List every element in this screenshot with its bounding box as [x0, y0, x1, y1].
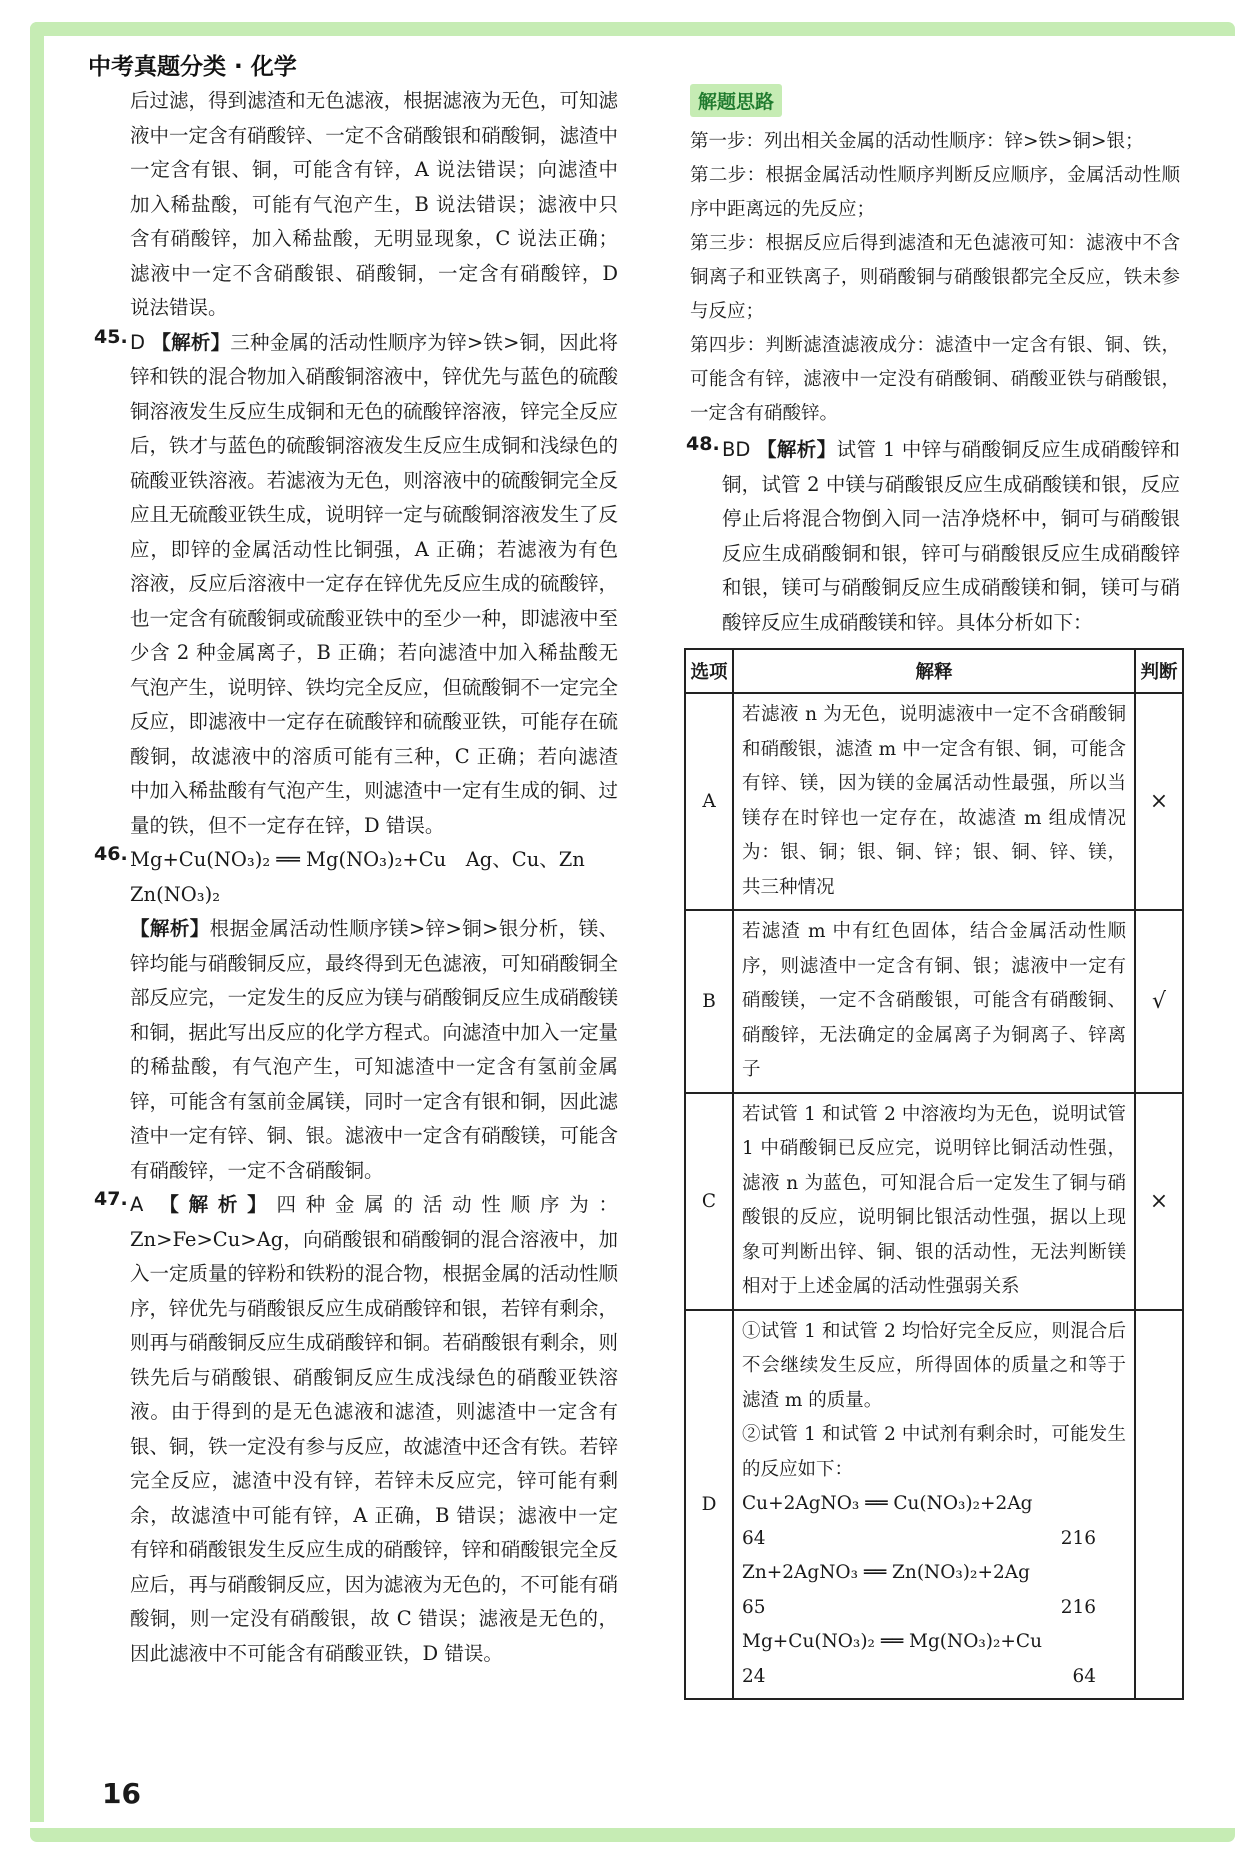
- column-header: 选项: [685, 649, 733, 693]
- tip-step: 第一步：列出相关金属的活动性顺序：锌>铁>铜>银；: [690, 131, 1144, 152]
- left-column: [94, 84, 618, 1671]
- question-45: [94, 325, 618, 844]
- mass-value: 216: [1060, 1527, 1096, 1549]
- mass-ratio-line: [742, 1591, 1126, 1626]
- mass-value: 64: [742, 1527, 766, 1549]
- question-46: [94, 843, 618, 1188]
- analysis-text: 四种金属的活动性顺序为：Zn>Fe>Cu>Ag，向硝酸银和硝酸铜的混合溶液中，加入一定质量的锌粉和铁粉的混合物，根据金属的活动性顺序，锌优先与硝酸银反应生成硝酸锌和银，若锌有剩余，则再与硝酸铜反应生成硝酸锌和铜。若硝酸银有剩余，则铁先后与硝酸银、硝酸铜反应生成浅绿色的硝酸亚铁溶液。由于得到的是无色滤液和滤渣，则滤渣中一定含有银、铜，铁一定没有参与反应，故滤渣中还含有铁。若锌完全反应，滤渣中没有锌，若锌未反应完，锌可能有剩余，故滤渣中可能有锌，A 正确，B 错误；滤液中一定有锌和硝酸银发生反应生成的硝酸锌，锌和硝酸银完全反应后，再与硝酸铜反应，因为滤液为无色的，不可能有硝酸铜，则一定没有硝酸银，故 C 错误；滤液是无色的，因此滤液中不可能含有硝酸亚铁，D 错误。: [130, 1193, 618, 1665]
- judgment-cell: √: [1135, 910, 1183, 1093]
- header-title: 中考真题分类 · 化学: [88, 54, 297, 80]
- judgment-cell: [1135, 1310, 1183, 1700]
- analysis-table: [684, 648, 1184, 1700]
- answer: BD: [722, 438, 751, 461]
- table-header-row: [685, 649, 1183, 693]
- mass-value: 216: [1060, 1596, 1096, 1618]
- page-number: 16: [102, 1777, 141, 1810]
- tip-step: 第四步：判断滤渣滤液成分：滤渣中一定含有银、铜、铁，可能含有锌，滤液中一定没有硝酸铜、硝酸亚铁与硝酸银，一定含有硝酸锌。: [690, 335, 1180, 424]
- solution-tip-box: [690, 84, 1180, 431]
- equation-line: Cu+2AgNO₃ ══ Cu(NO₃)₂+2Ag: [742, 1493, 1033, 1514]
- option-cell: A: [685, 693, 733, 910]
- question-48: [686, 433, 1180, 640]
- solution-tip-label: 解题思路: [690, 84, 782, 117]
- bottom-border-band: [30, 1828, 1235, 1842]
- explanation-cell: 若试管 1 和试管 2 中溶液均为无色，说明试管 1 中硝酸铜已反应完，说明锌比铜活动性强，滤液 n 为蓝色，可知混合后一定发生了铜与硝酸银的反应，说明铜比银活动性强，据以上现象可判断出锌、铜、银的活动性，无法判断镁相对于上述金属的活动性强弱关系: [733, 1093, 1135, 1310]
- tip-step: 第二步：根据金属活动性顺序判断反应顺序，金属活动性顺序中距离远的先反应；: [690, 165, 1180, 220]
- mass-ratio-line: [742, 1522, 1126, 1557]
- explanation-part: ②试管 1 和试管 2 中试剂有剩余时，可能发生的反应如下：: [742, 1424, 1126, 1480]
- judgment-cell: ×: [1135, 693, 1183, 910]
- q44-continuation: 后过滤，得到滤渣和无色滤液，根据滤液为无色，可知滤液中一定含有硝酸锌、一定不含硝酸银和硝酸铜，滤渣中一定含有银、铜，可能含有锌，A 说法错误；向滤渣中加入稀盐酸，可能有气泡产生，B 说法错误；滤液中只含有硝酸锌，加入稀盐酸，无明显现象，C 说法正确；滤液中一定不含硝酸银、硝酸铜，一定含有硝酸锌，D 说法错误。: [130, 89, 618, 319]
- analysis-tag: 【解析】: [757, 438, 837, 461]
- option-cell: C: [685, 1093, 733, 1310]
- answer: D: [130, 330, 146, 354]
- mass-value: 24: [742, 1665, 766, 1687]
- question-number: 48.: [686, 433, 720, 455]
- analysis-text: 试管 1 中锌与硝酸铜反应生成硝酸锌和铜，试管 2 中镁与硝酸银反应生成硝酸镁和银，反应停止后将混合物倒入同一洁净烧杯中，铜可与硝酸银反应生成硝酸铜和银，锌可与硝酸银反应生成硝酸锌和银，镁可与硝酸铜反应生成硝酸镁和铜，镁可与硝酸锌反应生成硝酸镁和锌。具体分析如下：: [722, 438, 1180, 634]
- question-47: [94, 1188, 618, 1671]
- table-row: [685, 1093, 1183, 1310]
- analysis-tag: 【解析】: [159, 1193, 277, 1216]
- explanation-cell: 若滤渣 m 中有红色固体，结合金属活动性顺序，则滤渣中一定含有铜、银；滤液中一定有硝酸镁，一定不含硝酸银，可能含有硝酸铜、硝酸锌，无法确定的金属离子为铜离子、锌离子: [733, 910, 1135, 1093]
- option-cell: D: [685, 1310, 733, 1700]
- question-number: 45.: [94, 325, 128, 348]
- left-border-band: [30, 22, 44, 1822]
- answer: A: [130, 1193, 144, 1216]
- equation-line: Zn(NO₃)₂: [130, 882, 221, 906]
- mass-value: 65: [742, 1596, 766, 1618]
- question-number: 46.: [94, 843, 128, 865]
- analysis-text: 根据金属活动性顺序镁>锌>铜>银分析，镁、锌均能与硝酸铜反应，最终得到无色滤液，可知硝酸铜全部反应完，一定发生的反应为镁与硝酸铜反应生成硝酸镁和铜，据此写出反应的化学方程式。向滤渣中加入一定量的稀盐酸，有气泡产生，可知滤渣中一定含有氢前金属锌，可能含有氢前金属镁，同时一定含有银和铜，因此滤渣中一定有锌、铜、银。滤液中一定含有硝酸镁，可能含有硝酸锌，一定不含硝酸铜。: [130, 917, 618, 1182]
- analysis-tag: 【解析】: [151, 330, 231, 354]
- column-header: 解释: [733, 649, 1135, 693]
- equation-line: Mg+Cu(NO₃)₂ ══ Mg(NO₃)₂+Cu Ag、Cu、Zn: [130, 848, 585, 871]
- equation-line: Mg+Cu(NO₃)₂ ══ Mg(NO₃)₂+Cu: [742, 1631, 1042, 1652]
- table-row: [685, 693, 1183, 910]
- top-border-band: [30, 22, 1235, 36]
- mass-ratio-line: [742, 1660, 1126, 1695]
- equation-line: Zn+2AgNO₃ ══ Zn(NO₃)₂+2Ag: [742, 1562, 1030, 1583]
- column-header: 判断: [1135, 649, 1183, 693]
- tip-step: 第三步：根据反应后得到滤渣和无色滤液可知：滤液中不含铜离子和亚铁离子，则硝酸铜与硝酸银都完全反应，铁未参与反应；: [690, 233, 1180, 322]
- judgment-cell: ×: [1135, 1093, 1183, 1310]
- table-row: [685, 1310, 1183, 1700]
- analysis-text: 三种金属的活动性顺序为锌>铁>铜，因此将锌和铁的混合物加入硝酸铜溶液中，锌优先与蓝色的硫酸铜溶液发生反应生成铜和无色的硫酸锌溶液，锌完全反应后，铁才与蓝色的硫酸铜溶液发生反应生成铜和浅绿色的硫酸亚铁溶液。若滤液为无色，则溶液中的硫酸铜完全反应且无硫酸亚铁生成，说明锌一定与硫酸铜溶液发生了反应，即锌的金属活动性比铜强，A 正确；若滤液为有色溶液，反应后溶液中一定存在锌优先反应生成的硫酸锌，也一定含有硫酸铜或硫酸亚铁中的至少一种，即滤液中至少含 2 种金属离子，B 正确；若向滤渣中加入稀盐酸无气泡产生，说明锌、铁均完全反应，但硫酸铜不一定完全反应，即滤液中一定存在硫酸锌和硫酸亚铁，可能存在硫酸铜，故滤液中的溶质可能有三种，C 正确；若向滤渣中加入稀盐酸有气泡产生，则滤渣中一定有生成的铜、过量的铁，但不一定存在锌，D 错误。: [130, 330, 618, 837]
- option-cell: B: [685, 910, 733, 1093]
- right-column: [686, 84, 1180, 1700]
- analysis-tag: 【解析】: [130, 917, 210, 940]
- mass-value: 64: [1072, 1665, 1096, 1687]
- explanation-cell: 若滤液 n 为无色，说明滤液中一定不含硝酸铜和硝酸银，滤渣 m 中一定含有银、铜，可能含有锌、镁，因为镁的金属活动性最强，所以当镁存在时锌也一定存在，故滤渣 m 组成情况为：银、铜；银、铜、锌；银、铜、锌、镁，共三种情况: [733, 693, 1135, 910]
- explanation-part: ①试管 1 和试管 2 均恰好完全反应，则混合后不会继续发生反应，所得固体的质量之和等于滤渣 m 的质量。: [742, 1320, 1126, 1411]
- explanation-cell: [733, 1310, 1135, 1700]
- table-row: [685, 910, 1183, 1093]
- question-number: 47.: [94, 1188, 128, 1210]
